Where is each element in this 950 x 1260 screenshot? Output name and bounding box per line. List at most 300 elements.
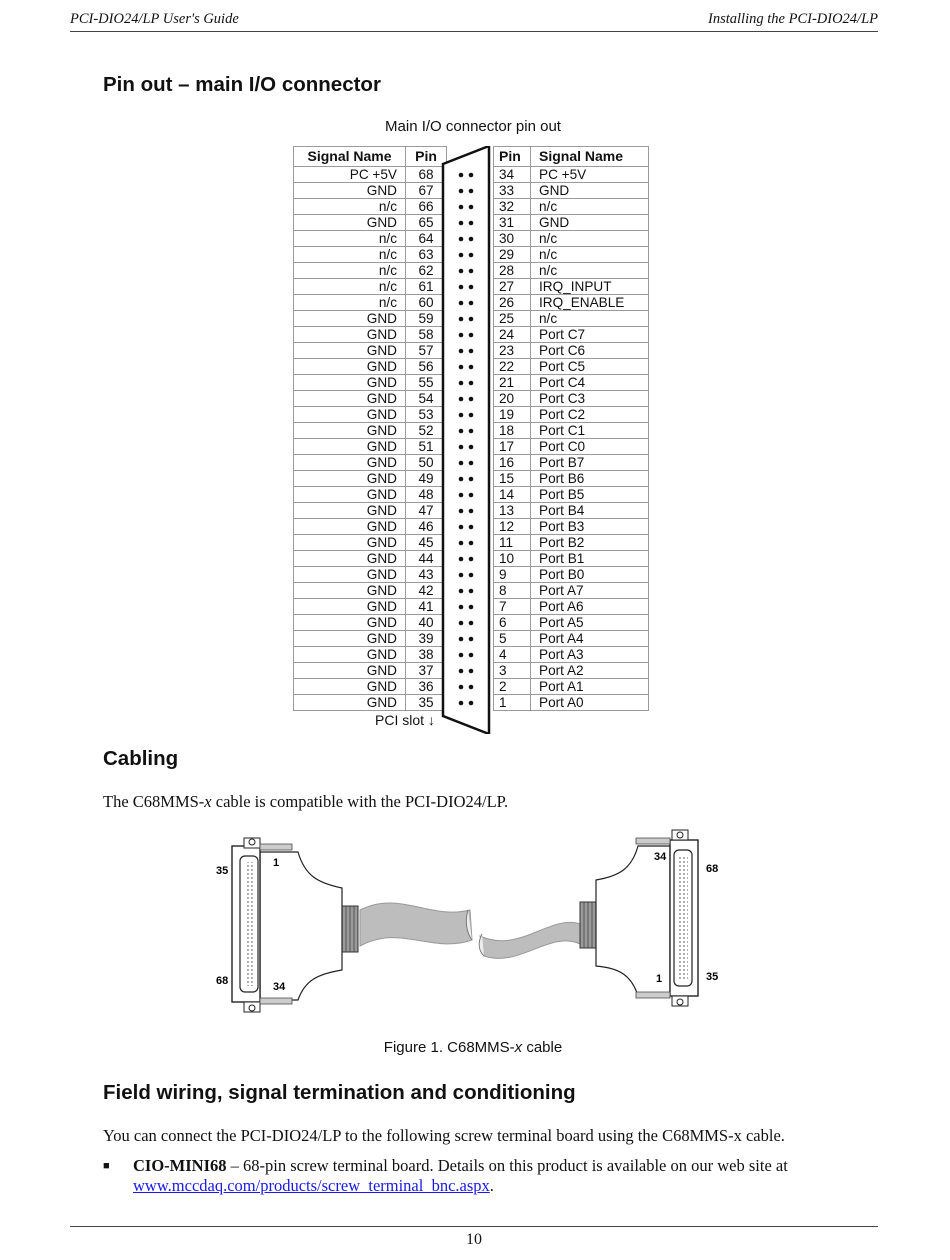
connector-pin-dot <box>459 621 464 626</box>
connector-pin-dot <box>459 285 464 290</box>
pin-label: 1 <box>656 973 663 985</box>
pin-number-cell: 30 <box>494 231 531 247</box>
table-row <box>294 343 447 359</box>
pin-number-cell: 42 <box>406 583 447 599</box>
pin-number-cell: 23 <box>494 343 531 359</box>
signal-name-cell: n/c <box>294 263 406 279</box>
connector-diagram <box>440 146 492 734</box>
connector-pin-dot <box>469 253 474 258</box>
connector-pin-dot <box>469 637 474 642</box>
connector-pin-dot <box>459 525 464 530</box>
table-row <box>494 263 649 279</box>
signal-name-cell: PC +5V <box>294 167 406 183</box>
pin-number-cell: 60 <box>406 295 447 311</box>
connector-pin-dot <box>469 397 474 402</box>
table-row <box>294 583 447 599</box>
table-row <box>494 663 649 679</box>
connector-pin-dot <box>459 237 464 242</box>
connector-pin-dot <box>469 669 474 674</box>
connector-pin-dot <box>459 557 464 562</box>
pin-number-cell: 17 <box>494 439 531 455</box>
signal-name-cell: n/c <box>531 231 649 247</box>
pin-label: 34 <box>273 981 286 993</box>
pinout-right-table <box>493 146 649 711</box>
page-footer <box>70 1226 878 1249</box>
field-wiring-paragraph: You can connect the PCI-DIO24/LP to the following screw terminal board using the C68MMS-x cable. <box>103 1126 785 1145</box>
table-row <box>494 167 649 183</box>
pin-number-cell: 16 <box>494 455 531 471</box>
connector-pin-dot <box>459 205 464 210</box>
table-row <box>294 439 447 455</box>
signal-name-cell: PC +5V <box>531 167 649 183</box>
connector-pin-dot <box>469 685 474 690</box>
pin-number-cell: 65 <box>406 215 447 231</box>
pin-number-cell: 41 <box>406 599 447 615</box>
table-row <box>294 679 447 695</box>
section-title-pinout: Pin out – main I/O connector <box>103 73 381 96</box>
table-row <box>494 183 649 199</box>
connector-pin-dot <box>459 637 464 642</box>
signal-name-cell: GND <box>294 647 406 663</box>
signal-name-cell: GND <box>294 439 406 455</box>
connector-pin-dot <box>469 477 474 482</box>
table-row <box>494 631 649 647</box>
signal-name-cell: Port A3 <box>531 647 649 663</box>
signal-name-cell: GND <box>294 583 406 599</box>
connector-pin-dot <box>459 269 464 274</box>
connector-pin-dot <box>459 509 464 514</box>
table-row <box>294 487 447 503</box>
connector-pin-dot <box>469 573 474 578</box>
pin-number-cell: 46 <box>406 519 447 535</box>
caption-part: Figure 1. C68MMS- <box>383 1039 515 1056</box>
pin-number-cell: 34 <box>494 167 531 183</box>
pin-number-cell: 68 <box>406 167 447 183</box>
section-title-field-wiring: Field wiring, signal termination and conditioning <box>103 1081 576 1104</box>
pin-number-cell: 52 <box>406 423 447 439</box>
pin-number-cell: 22 <box>494 359 531 375</box>
connector-pin-dot <box>469 653 474 658</box>
table-row <box>294 471 447 487</box>
pin-number-cell: 11 <box>494 535 531 551</box>
pin-number-cell: 29 <box>494 247 531 263</box>
pin-number-cell: 15 <box>494 471 531 487</box>
table-row <box>494 327 649 343</box>
table-row <box>494 583 649 599</box>
connector-pin-dot <box>459 605 464 610</box>
product-name: CIO-MINI68 <box>133 1156 227 1175</box>
cable-illustration <box>210 828 720 1028</box>
signal-name-cell: n/c <box>531 311 649 327</box>
table-row <box>494 375 649 391</box>
bullet-body <box>133 1156 863 1196</box>
pin-label: 34 <box>654 851 667 863</box>
table-row <box>294 231 447 247</box>
pin-number-cell: 59 <box>406 311 447 327</box>
signal-name-cell: GND <box>294 695 406 711</box>
connector-pin-dot <box>459 301 464 306</box>
table-row <box>494 215 649 231</box>
connector-pin-dot <box>469 189 474 194</box>
signal-name-cell: GND <box>294 407 406 423</box>
pinout-left-body <box>294 167 447 711</box>
connector-pin-dot <box>469 237 474 242</box>
table-row <box>494 199 649 215</box>
table-row <box>494 295 649 311</box>
pin-number-cell: 7 <box>494 599 531 615</box>
pin-number-cell: 64 <box>406 231 447 247</box>
connector-pin-dot <box>459 381 464 386</box>
signal-name-cell: GND <box>294 599 406 615</box>
bullet-text: – 68-pin screw terminal board. Details on this product is available on our web site at <box>226 1156 788 1175</box>
signal-name-cell: n/c <box>294 247 406 263</box>
pin-label: 1 <box>273 857 280 869</box>
pin-number-cell: 48 <box>406 487 447 503</box>
signal-name-cell: GND <box>294 183 406 199</box>
table-row <box>494 679 649 695</box>
connector-pin-dot <box>459 221 464 226</box>
signal-name-cell: GND <box>294 343 406 359</box>
connector-pin-dot <box>469 541 474 546</box>
pin-number-cell: 3 <box>494 663 531 679</box>
pin-label: 35 <box>706 971 719 983</box>
signal-name-cell: Port C3 <box>531 391 649 407</box>
signal-name-cell: Port B2 <box>531 535 649 551</box>
signal-name-cell: GND <box>294 487 406 503</box>
pin-number-cell: 13 <box>494 503 531 519</box>
signal-name-cell: GND <box>294 567 406 583</box>
table-row <box>294 503 447 519</box>
col-header-pin: Pin <box>406 147 447 167</box>
signal-name-cell: GND <box>294 215 406 231</box>
table-row <box>494 247 649 263</box>
pin-number-cell: 26 <box>494 295 531 311</box>
table-row <box>294 407 447 423</box>
signal-name-cell: n/c <box>531 247 649 263</box>
connector-pin-dot <box>459 173 464 178</box>
signal-name-cell: GND <box>294 535 406 551</box>
table-row <box>294 295 447 311</box>
table-row <box>494 423 649 439</box>
cabling-text-part: cable is compatible with the PCI-DIO24/LP. <box>211 792 509 811</box>
pin-number-cell: 51 <box>406 439 447 455</box>
pin-number-cell: 43 <box>406 567 447 583</box>
signal-name-cell: Port C5 <box>531 359 649 375</box>
connector-pin-dot <box>459 669 464 674</box>
table-row <box>294 183 447 199</box>
pci-slot-label: PCI slot ↓ <box>375 712 435 728</box>
signal-name-cell: Port A7 <box>531 583 649 599</box>
table-row <box>494 551 649 567</box>
table-row <box>494 535 649 551</box>
table-row <box>294 263 447 279</box>
connector-pin-dot <box>459 333 464 338</box>
table-row <box>494 407 649 423</box>
table-row <box>294 359 447 375</box>
pin-number-cell: 50 <box>406 455 447 471</box>
table-row <box>494 647 649 663</box>
pin-number-cell: 37 <box>406 663 447 679</box>
connector-pin-dot <box>459 253 464 258</box>
pin-number-cell: 25 <box>494 311 531 327</box>
pin-number-cell: 44 <box>406 551 447 567</box>
connector-pin-dot <box>469 173 474 178</box>
col-header-pin: Pin <box>494 147 531 167</box>
table-row <box>294 615 447 631</box>
bullet-end: . <box>489 1176 494 1195</box>
pin-number-cell: 19 <box>494 407 531 423</box>
connector-pin-dot <box>469 429 474 434</box>
signal-name-cell: Port C7 <box>531 327 649 343</box>
section-title-cabling: Cabling <box>103 747 179 770</box>
table-header-row <box>494 147 649 167</box>
header-doc-title: PCI-DIO24/LP User's Guide <box>70 11 239 27</box>
table-row <box>294 535 447 551</box>
cabling-text-italic: x <box>204 792 212 811</box>
connector-pin-dot <box>459 701 464 706</box>
table-row <box>494 503 649 519</box>
table-row <box>294 311 447 327</box>
table-row <box>494 439 649 455</box>
signal-name-cell: Port A4 <box>531 631 649 647</box>
table-row <box>494 487 649 503</box>
pin-number-cell: 8 <box>494 583 531 599</box>
connector-pin-dot <box>469 285 474 290</box>
connector-pin-dot <box>469 461 474 466</box>
signal-name-cell: GND <box>294 663 406 679</box>
connector-pin-dot <box>469 381 474 386</box>
connector-pin-dot <box>459 365 464 370</box>
connector-pin-dot <box>469 333 474 338</box>
pin-number-cell: 67 <box>406 183 447 199</box>
connector-outline <box>443 146 489 734</box>
pin-number-cell: 10 <box>494 551 531 567</box>
signal-name-cell: Port A0 <box>531 695 649 711</box>
pin-number-cell: 5 <box>494 631 531 647</box>
signal-name-cell: Port C2 <box>531 407 649 423</box>
pin-number-cell: 33 <box>494 183 531 199</box>
signal-name-cell: Port B7 <box>531 455 649 471</box>
pin-number-cell: 28 <box>494 263 531 279</box>
pin-number-cell: 55 <box>406 375 447 391</box>
cable-left-end <box>216 838 472 1012</box>
pin-number-cell: 39 <box>406 631 447 647</box>
signal-name-cell: GND <box>294 615 406 631</box>
connector-pin-dot <box>459 429 464 434</box>
caption-part: cable <box>522 1039 563 1056</box>
connector-pin-dot <box>469 221 474 226</box>
pin-number-cell: 62 <box>406 263 447 279</box>
web-link[interactable]: www.mccdaq.com/products/screw_terminal_bnc.aspx <box>133 1176 490 1195</box>
table-row <box>494 279 649 295</box>
table-row <box>294 167 447 183</box>
table-row <box>294 279 447 295</box>
connector-pin-dot <box>459 445 464 450</box>
signal-name-cell: GND <box>294 359 406 375</box>
pin-number-cell: 54 <box>406 391 447 407</box>
connector-pin-dot <box>459 397 464 402</box>
signal-name-cell: Port C6 <box>531 343 649 359</box>
bullet-mark: ■ <box>103 1160 110 1172</box>
signal-name-cell: GND <box>294 311 406 327</box>
pin-number-cell: 14 <box>494 487 531 503</box>
connector-pin-dot <box>469 445 474 450</box>
table-row <box>494 471 649 487</box>
signal-name-cell: n/c <box>531 263 649 279</box>
pin-label: 68 <box>216 975 229 987</box>
signal-name-cell: GND <box>294 327 406 343</box>
pin-number-cell: 63 <box>406 247 447 263</box>
pin-number-cell: 40 <box>406 615 447 631</box>
signal-name-cell: Port B5 <box>531 487 649 503</box>
pin-label: 35 <box>216 865 229 877</box>
pin-number-cell: 12 <box>494 519 531 535</box>
connector-pin-dot <box>469 557 474 562</box>
signal-name-cell: GND <box>294 471 406 487</box>
signal-name-cell: n/c <box>294 295 406 311</box>
pin-number-cell: 53 <box>406 407 447 423</box>
connector-pin-dot <box>469 365 474 370</box>
pin-number-cell: 31 <box>494 215 531 231</box>
table-row <box>294 599 447 615</box>
pin-number-cell: 9 <box>494 567 531 583</box>
pin-number-cell: 47 <box>406 503 447 519</box>
connector-pin-dot <box>469 589 474 594</box>
figure-caption <box>0 1039 946 1056</box>
table-row <box>494 231 649 247</box>
pin-number-cell: 18 <box>494 423 531 439</box>
signal-name-cell: GND <box>531 183 649 199</box>
signal-name-cell: GND <box>294 519 406 535</box>
connector-pin-dot <box>459 461 464 466</box>
pin-number-cell: 1 <box>494 695 531 711</box>
col-header-signal: Signal Name <box>531 147 649 167</box>
signal-name-cell: n/c <box>531 199 649 215</box>
connector-pin-dot <box>459 189 464 194</box>
pin-label: 68 <box>706 863 719 875</box>
signal-name-cell: GND <box>294 455 406 471</box>
table-row <box>294 663 447 679</box>
signal-name-cell: n/c <box>294 279 406 295</box>
pin-number-cell: 38 <box>406 647 447 663</box>
connector-pin-dot <box>459 349 464 354</box>
table-row <box>494 391 649 407</box>
table-row <box>294 455 447 471</box>
caption-italic: x <box>514 1039 523 1056</box>
table-row <box>294 375 447 391</box>
table-row <box>494 599 649 615</box>
pin-number-cell: 58 <box>406 327 447 343</box>
connector-pin-dot <box>459 573 464 578</box>
pin-number-cell: 20 <box>494 391 531 407</box>
signal-name-cell: GND <box>294 503 406 519</box>
signal-name-cell: Port A5 <box>531 615 649 631</box>
pin-number-cell: 66 <box>406 199 447 215</box>
table-row <box>294 631 447 647</box>
table-row <box>494 359 649 375</box>
signal-name-cell: Port B6 <box>531 471 649 487</box>
table-row <box>494 519 649 535</box>
signal-name-cell: GND <box>294 679 406 695</box>
page-header <box>70 11 878 32</box>
connector-pin-dot <box>469 509 474 514</box>
connector-pin-dot <box>469 205 474 210</box>
signal-name-cell: GND <box>294 423 406 439</box>
connector-pin-dot <box>459 317 464 322</box>
signal-name-cell: Port B1 <box>531 551 649 567</box>
table-row <box>294 199 447 215</box>
signal-name-cell: Port C1 <box>531 423 649 439</box>
connector-pin-dot <box>469 349 474 354</box>
table-row <box>494 343 649 359</box>
signal-name-cell: Port A6 <box>531 599 649 615</box>
pin-number-cell: 35 <box>406 695 447 711</box>
connector-pin-dot <box>469 301 474 306</box>
connector-pin-dot <box>469 621 474 626</box>
table-row <box>494 567 649 583</box>
table-row <box>494 311 649 327</box>
signal-name-cell: Port B0 <box>531 567 649 583</box>
table-row <box>294 327 447 343</box>
table-row <box>294 391 447 407</box>
header-section-title: Installing the PCI-DIO24/LP <box>708 11 878 27</box>
signal-name-cell: Port A1 <box>531 679 649 695</box>
signal-name-cell: Port C4 <box>531 375 649 391</box>
connector-pin-dot <box>469 493 474 498</box>
col-header-signal: Signal Name <box>294 147 406 167</box>
connector-pin-dot <box>469 413 474 418</box>
pin-number-cell: 2 <box>494 679 531 695</box>
table-row <box>294 247 447 263</box>
signal-name-cell: Port B3 <box>531 519 649 535</box>
signal-name-cell: n/c <box>294 199 406 215</box>
signal-name-cell: Port C0 <box>531 439 649 455</box>
cable-right-end <box>479 830 718 1006</box>
table-caption: Main I/O connector pin out <box>385 118 561 135</box>
pin-number-cell: 32 <box>494 199 531 215</box>
pin-number-cell: 57 <box>406 343 447 359</box>
connector-pin-dot <box>459 653 464 658</box>
connector-pin-dot <box>459 589 464 594</box>
table-row <box>294 567 447 583</box>
pin-number-cell: 45 <box>406 535 447 551</box>
signal-name-cell: GND <box>294 391 406 407</box>
table-row <box>294 647 447 663</box>
table-row <box>494 615 649 631</box>
signal-name-cell: GND <box>531 215 649 231</box>
pinout-right-body <box>494 167 649 711</box>
connector-pin-dot <box>459 493 464 498</box>
cabling-paragraph <box>103 792 508 812</box>
signal-name-cell: n/c <box>294 231 406 247</box>
table-row <box>494 695 649 711</box>
pin-number-cell: 56 <box>406 359 447 375</box>
connector-pin-dot <box>459 413 464 418</box>
signal-name-cell: IRQ_ENABLE <box>531 295 649 311</box>
signal-name-cell: IRQ_INPUT <box>531 279 649 295</box>
table-row <box>294 551 447 567</box>
pin-number-cell: 24 <box>494 327 531 343</box>
table-header-row <box>294 147 447 167</box>
page-number: 10 <box>466 1231 482 1248</box>
pin-number-cell: 49 <box>406 471 447 487</box>
connector-pin-dot <box>459 477 464 482</box>
signal-name-cell: Port A2 <box>531 663 649 679</box>
cabling-text-part: The C68MMS- <box>103 792 205 811</box>
connector-pin-dot <box>459 685 464 690</box>
connector-pin-dot <box>469 525 474 530</box>
table-row <box>294 519 447 535</box>
